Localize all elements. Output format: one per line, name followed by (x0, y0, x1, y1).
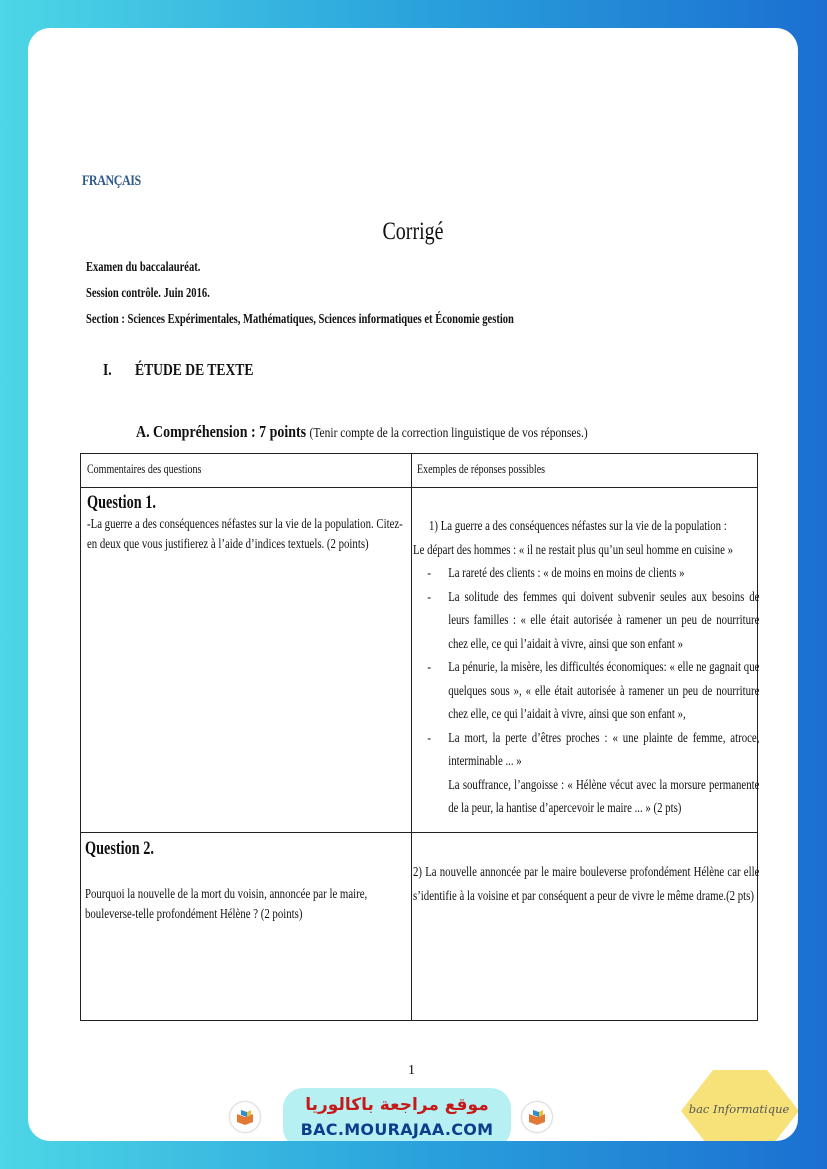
page-title: Corrigé (382, 218, 444, 245)
site-logo-right (522, 1102, 552, 1132)
list-item: - La solitude des femmes qui doivent subvenir seules aux besoins de leurs familles : « elle était autorisée à ramener un peu de nourriture chez elle, ce qui l’aidait à vivre, ainsi que son enfant » (427, 588, 760, 651)
badge-text: bac Informatique (688, 1102, 790, 1116)
list-item: - La mort, la perte d’êtres proches : « une plainte de femme, atroce, interminable ... » (427, 729, 760, 768)
book-icon (527, 1108, 547, 1126)
exam-info (86, 254, 635, 332)
subpart-heading (136, 422, 588, 442)
header-questions: Commentaires des questions (87, 462, 202, 476)
bac-informatique-badge (677, 1068, 798, 1141)
question-1-text: -La guerre a des conséquences néfastes sur la vie de la population. Citez-en deux que vous justifierez à l’aide d’indices textuels. (2 points) (87, 516, 403, 551)
subpart-note: (Tenir compte de la correction linguistique de vos réponses.) (309, 426, 588, 441)
header-answers: Exemples de réponses possibles (417, 462, 546, 476)
part-number: I. (103, 360, 112, 379)
answer-2-cell (413, 860, 759, 907)
row-divider (81, 832, 757, 833)
banner-site-link[interactable]: BAC.MOURAJAA.COM (300, 1120, 494, 1139)
subpart-label: A. Compréhension : 7 points (136, 422, 307, 441)
page-number: 1 (408, 1063, 415, 1078)
banner-arabic-text: موقع مراجعة باكالوريا (305, 1095, 489, 1115)
answer-1-last: La souffrance, l’angoisse : « Hélène vécut avec la morsure permanente de la peur, la hantise d’apercevoir le maire ... » (2 pts) (448, 776, 760, 815)
site-logo-left (230, 1102, 260, 1132)
answer-1-list (413, 561, 759, 773)
site-banner[interactable] (283, 1088, 511, 1141)
answer-1-cell (413, 514, 759, 820)
exam-section: Section : Sciences Expérimentales, Mathématiques, Sciences informatiques et Économie gestion (86, 311, 514, 326)
exam-name: Examen du baccalauréat. (86, 259, 201, 274)
question-1-title: Question 1. (87, 492, 156, 513)
document-page (28, 28, 798, 1141)
answer-1-first: Le départ des hommes : « il ne restait plus qu’un seul homme en cuisine » (413, 541, 734, 557)
part-heading (103, 360, 253, 380)
book-icon (235, 1108, 255, 1126)
answer-table (80, 453, 758, 1021)
question-2-text: Pourquoi la nouvelle de la mort du voisin, annoncée par le maire, bouleverse-telle profondément Hélène ? (2 points) (85, 886, 368, 921)
answer-2-text: 2) La nouvelle annoncée par le maire bouleverse profondément Hélène car elle s’identifie à la voisine et par conséquent a peur de vivre le même drame.(2 pts) (413, 864, 760, 903)
subject-heading: FRANÇAIS (82, 173, 141, 189)
list-item: - La rareté des clients : « de moins en moins de clients » (427, 565, 685, 580)
answer-1-intro: 1) La guerre a des conséquences néfastes sur la vie de la population : (429, 518, 727, 533)
header-divider (81, 487, 757, 488)
question-2-title: Question 2. (85, 838, 154, 859)
list-item: - La pénurie, la misère, les difficultés économiques: « elle ne gagnait que quelques sous », « elle était autorisée à ramener un peu de nourriture chez elle, ce qui l’aidait à vivre, ainsi que son enfant », (427, 659, 760, 721)
part-label: ÉTUDE DE TEXTE (135, 360, 254, 379)
exam-session: Session contrôle. Juin 2016. (86, 285, 210, 300)
